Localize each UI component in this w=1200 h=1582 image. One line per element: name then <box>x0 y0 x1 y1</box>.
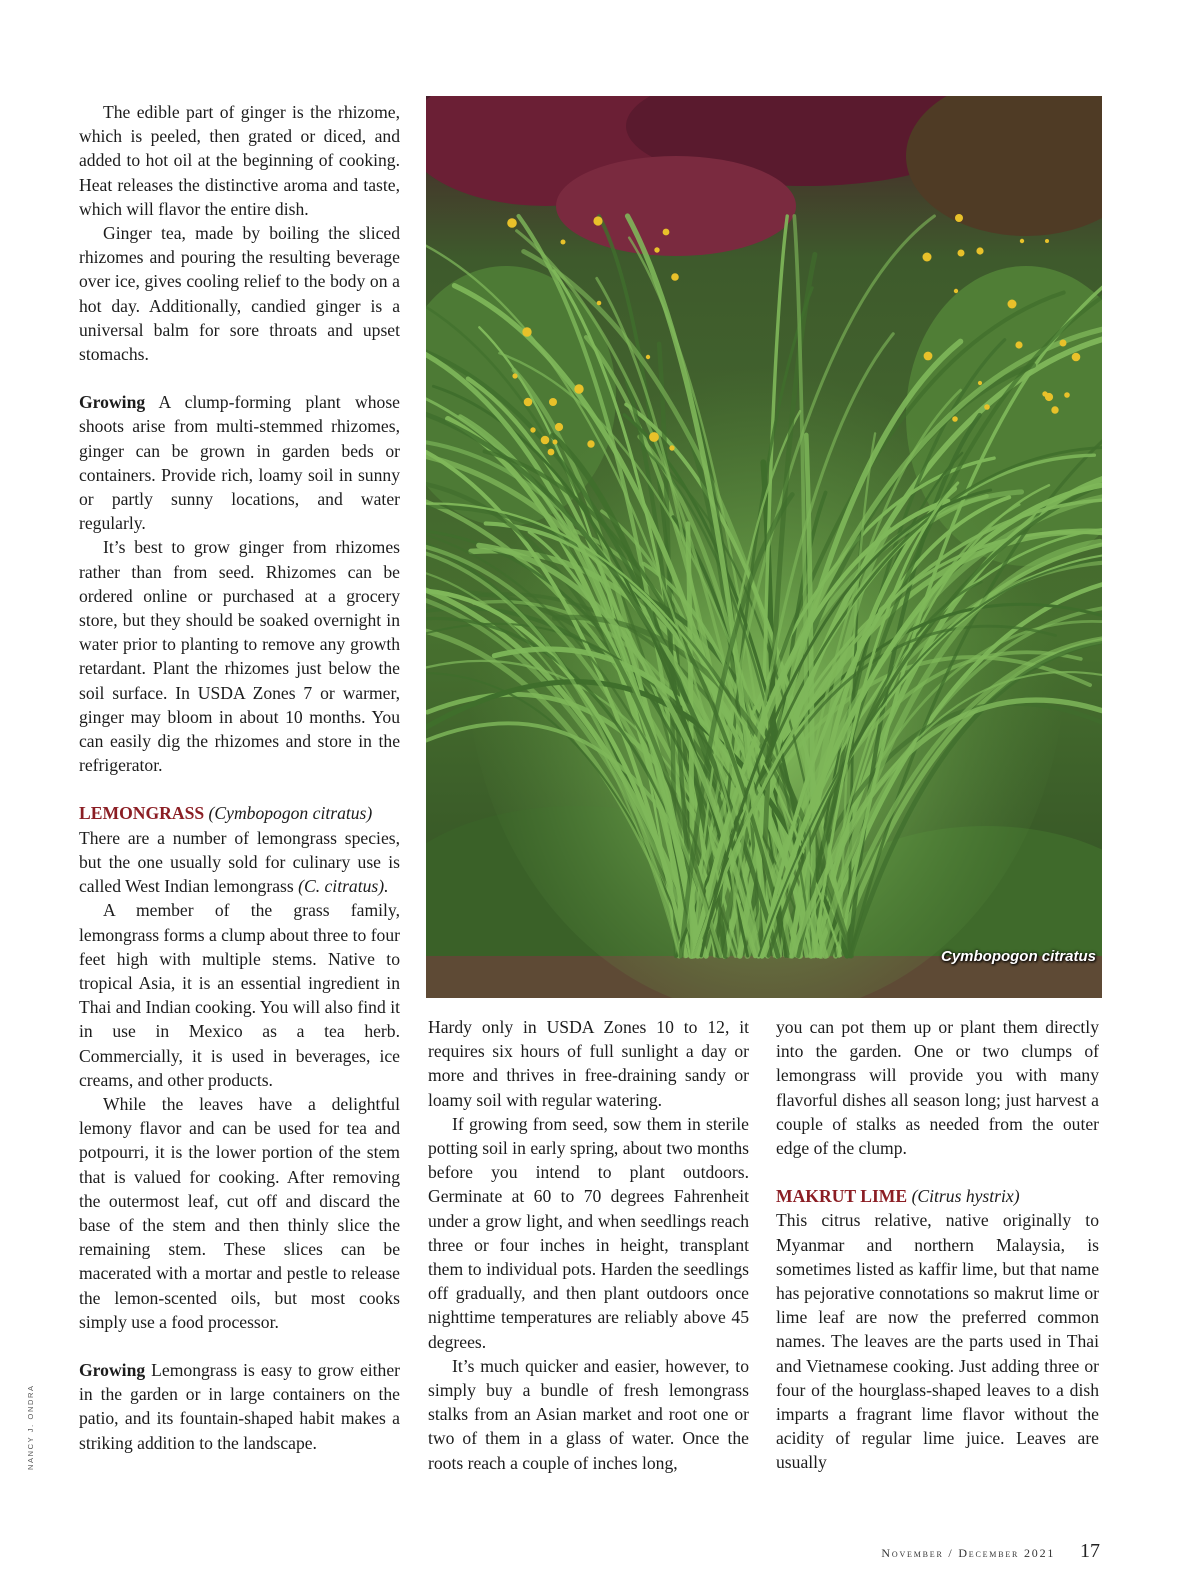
lemongrass-illustration <box>426 96 1102 998</box>
paragraph-lemongrass-growing <box>79 1358 400 1455</box>
right-column <box>776 1015 1099 1475</box>
paragraph-makrut-lime <box>776 1184 1099 1474</box>
yellow-flower <box>954 289 958 293</box>
yellow-flower <box>541 436 550 445</box>
yellow-flower <box>671 273 679 281</box>
yellow-flower <box>978 381 982 385</box>
yellow-flower <box>555 423 563 431</box>
lemongrass-intro-text: There are a number of lemongrass species, but the one usually sold for culinary use is called West Indian lemongrass <box>79 827 400 897</box>
growing-label: Growing <box>79 392 146 413</box>
yellow-flower <box>663 229 670 236</box>
yellow-flower <box>976 247 983 254</box>
issue-date: November / December 2021 <box>881 1546 1056 1560</box>
yellow-flower <box>1020 239 1024 243</box>
yellow-flower <box>952 416 958 422</box>
yellow-flower <box>597 301 602 306</box>
paragraph-lemongrass-member: A member of the grass family, lemongrass forms a clump about three to four feet high with multiple stems. Native to tropical Asia, it is an essential ingredient in Thai and Indian cooking. You will also find it in use in Mexico as a tea herb. Commercially, it is used in beverages, ice creams, and other products. <box>79 900 401 1090</box>
yellow-flower <box>1015 341 1022 348</box>
footer <box>881 1546 1100 1561</box>
paragraph-ginger-tea: Ginger tea, made by boiling the sliced rhizomes and pouring the resulting beverage over ice, gives cooling relief to the body on a hot day. Additionally, candied ginger is a universal balm for sore throats and upset stomachs. <box>79 223 400 365</box>
yellow-flower <box>654 247 659 252</box>
left-column <box>79 100 400 1455</box>
yellow-flower <box>593 216 602 225</box>
yellow-flower <box>587 440 594 447</box>
yellow-flower <box>1008 300 1017 309</box>
yellow-flower <box>1042 391 1047 396</box>
yellow-flower <box>1072 353 1081 362</box>
yellow-flower <box>984 404 990 410</box>
photo-credit: NANCY J. ONDRA <box>26 1384 35 1470</box>
yellow-flower <box>955 214 963 222</box>
makrut-lime-latin-name: (Citrus hystrix) <box>911 1186 1020 1207</box>
yellow-flower <box>1051 406 1058 413</box>
paragraph-ginger-edible: The edible part of ginger is the rhizome, which is peeled, then grated or diced, and added to hot oil at the beginning of cooking. Heat releases the distinctive aroma and taste, which will flavor the entire dish. <box>79 102 400 219</box>
yellow-flower <box>1045 239 1049 243</box>
paragraph-growing-from-seed: If growing from seed, sow them in sterile potting soil in early spring, about two months before you intend to plant outdoors. Germinate at 60 to 70 degrees Fahrenheit under a grow light, and when seedlings reach three or four inches in height, transplant them to individual pots. Harden the seedlings off gradually, and then plant outdoors once nighttime temperatures are reliably above 45 degrees. <box>428 1113 749 1352</box>
yellow-flower <box>553 440 558 445</box>
yellow-flower <box>530 427 535 432</box>
yellow-flower <box>574 384 583 393</box>
yellow-flower <box>512 373 517 378</box>
yellow-flower <box>958 250 965 257</box>
photo-caption: Cymbopogon citratus <box>940 948 1096 965</box>
growing-label: Growing <box>79 1359 146 1380</box>
yellow-flower <box>923 253 932 262</box>
paragraph-lemongrass-intro <box>79 801 400 898</box>
middle-column <box>428 1015 749 1475</box>
yellow-flower <box>646 355 650 359</box>
paragraph-ginger-rhizomes: It’s best to grow ginger from rhizomes rather than from seed. Rhizomes can be ordered online or purchased at a grocery store, but they should be soaked overnight in water prior to planting to remove any growth retardant. Plant the rhizomes just below the soil surface. In USDA Zones 7 or warmer, ginger may bloom in about 10 months. You can easily dig the rhizomes and store in the refrigerator. <box>79 537 400 776</box>
lemongrass-heading: LEMONGRASS <box>79 803 205 824</box>
paragraph-quicker-easier: It’s much quicker and easier, however, to simply buy a bundle of fresh lemongrass stalks from an Asian market and root one or two of them in a glass of water. Once the roots reach a couple of inches long, <box>428 1355 749 1473</box>
makrut-lime-text: This citrus relative, native originally to Myanmar and northern Malaysia, is sometimes listed as kaffir lime, but that name has pejorative connotations so makrut lime or lime leaf are now the preferred common names. The leaves are the parts used in Thai and Vietnamese cooking. Just adding three or four of the hourglass-shaped leaves to a dish imparts a fragrant lime flavor without the acidity of regular lime juice. Leaves are usually <box>776 1210 1099 1473</box>
page-number: 17 <box>1080 1540 1100 1562</box>
lemongrass-latin-name: (Cymbopogon citratus) <box>208 803 373 824</box>
paragraph-lemongrass-leaves: While the leaves have a delightful lemony flavor and can be used for tea and potpourri, it is the lower portion of the stem that is valued for cooking. After removing the outermost leaf, cut off and discard the base of the stem and then thinly slice the remaining stem. These slices can be macerated with a mortar and pestle to release the lemon-scented oils, but most cooks simply use a food processor. <box>79 1093 400 1332</box>
paragraph-hardy-zones: Hardy only in USDA Zones 10 to 12, it requires six hours of full sunlight a day or more and thrives in free-draining sandy or loamy soil with regular watering. <box>428 1017 749 1110</box>
yellow-flower <box>924 352 933 361</box>
yellow-flower <box>1064 392 1070 398</box>
yellow-flower <box>649 432 659 442</box>
paragraph-pot-them-up: you can pot them up or plant them directly into the garden. One or two clumps of lemongrass will provide you with many flavorful dishes all season long; just harvest a couple of stalks as needed from the outer edge of the clump. <box>776 1017 1099 1159</box>
yellow-flower <box>507 218 517 228</box>
yellow-flower <box>548 449 555 456</box>
growing-text: A clump-forming plant whose shoots arise from multi-stemmed rhizomes, ginger can be grown in garden beds or containers. Provide rich, loamy soil in sunny or partly sunny locations, and water regularly. <box>79 392 400 534</box>
yellow-flower <box>669 445 674 450</box>
yellow-flower <box>522 327 531 336</box>
lemongrass-photo <box>426 96 1102 998</box>
yellow-flower <box>549 398 557 406</box>
yellow-flower <box>524 398 533 407</box>
makrut-lime-heading: MAKRUT LIME <box>776 1186 908 1207</box>
paragraph-ginger-growing <box>79 390 400 535</box>
yellow-flower <box>1060 340 1067 347</box>
growing-text: Lemongrass is easy to grow either in the garden or in large containers on the patio, and its fountain-shaped habit makes a striking addition to the landscape. <box>79 1359 400 1453</box>
lemongrass-intro-latin: (C. citratus). <box>298 876 389 897</box>
yellow-flower <box>561 240 566 245</box>
